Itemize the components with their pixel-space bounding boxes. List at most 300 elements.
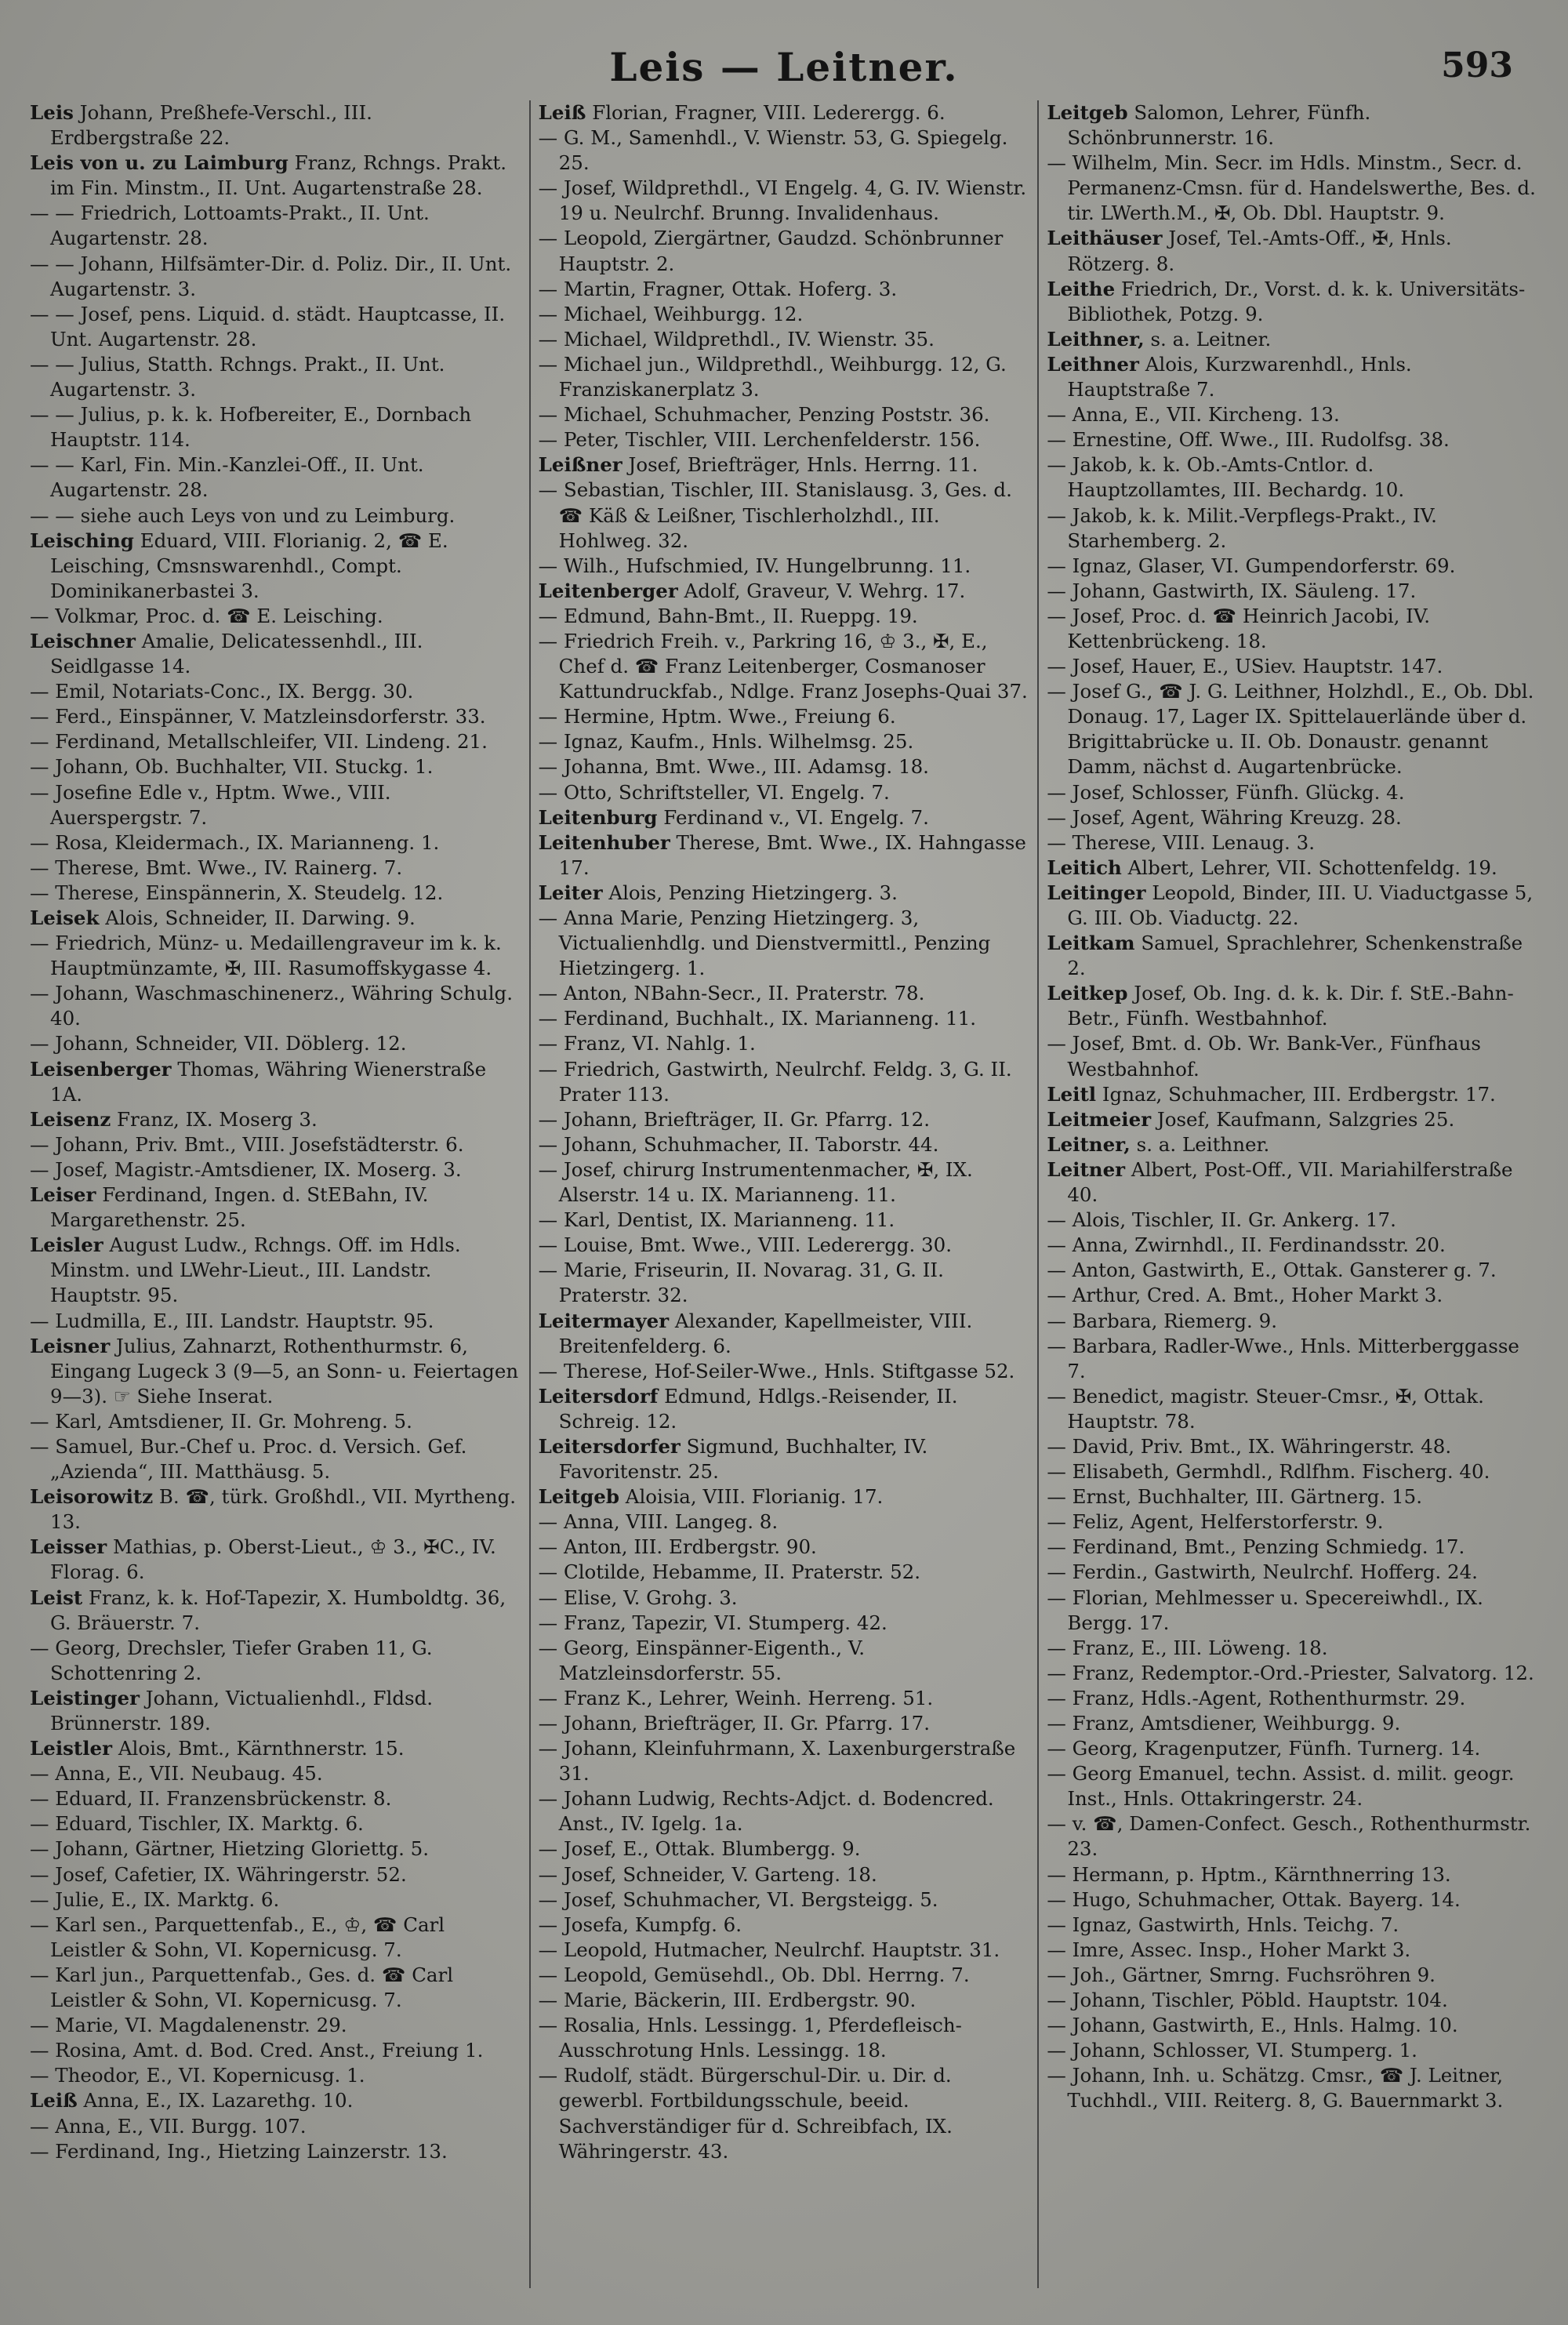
entry-details: — Ferdinand, Bmt., Penzing Schmiedg. 17. [1047, 1535, 1465, 1559]
entry-details: — Theodor, E., VI. Kopernicusg. 1. [30, 2064, 365, 2087]
directory-columns [22, 100, 1546, 2288]
directory-entry [1047, 226, 1538, 276]
entry-details: — Franz, E., III. Löweng. 18. [1047, 1636, 1328, 1659]
entry-details: — Johann, Schuhmacher, II. Taborstr. 44. [538, 1132, 939, 1156]
directory-entry [30, 1786, 521, 1811]
entry-details: — Wilh., Hufschmied, IV. Hungelbrunng. 11. [538, 554, 971, 577]
directory-entry [1047, 780, 1538, 805]
directory-entry [1047, 2063, 1538, 2113]
entry-details: — Johann, Gärtner, Hietzing Gloriettg. 5. [30, 1837, 430, 1861]
entry-details: — — Friedrich, Lottoamts-Prakt., II. Unt. Augartenstr. 28. [30, 202, 430, 250]
directory-entry [539, 1586, 1030, 1611]
directory-entry [30, 1862, 521, 1887]
entry-surname: Leithäuser [1047, 227, 1163, 250]
entry-details: — Sebastian, Tischler, III. Stanislausg. 3, Ges. d. ☎ Käß & Leißner, Tischlerholzhdl., III. Hohlweg. 32. [538, 478, 1012, 552]
entry-details: Josef, Ob. Ing. d. k. k. Dir. f. StE.-Bahn-Betr., Fünfh. Westbahnhof. [1067, 982, 1514, 1030]
directory-column-3 [1037, 100, 1546, 2288]
entry-details: — Therese, Bmt. Wwe., IV. Rainerg. 7. [30, 856, 403, 879]
entry-details: August Ludw., Rchngs. Off. im Hdls. Minstm. und LWehr-Lieut., III. Landstr. Hauptstr. 95. [50, 1233, 461, 1307]
entry-details: — Leopold, Gemüsehdl., Ob. Dbl. Herrng. 7. [538, 1963, 970, 1986]
entry-details: — Arthur, Cred. A. Bmt., Hoher Markt 3. [1047, 1284, 1443, 1307]
directory-entry [30, 1132, 521, 1157]
directory-entry [539, 1157, 1030, 1208]
entry-details: — Eduard, II. Franzensbrückenstr. 8. [30, 1787, 392, 1811]
entry-details: — Karl sen., Parquettenfab., E., ♔, ☎ Carl Leistler & Sohn, VI. Kopernicusg. 7. [30, 1913, 445, 1961]
entry-details: — Ferd., Einspänner, V. Matzleinsdorferstr. 33. [30, 705, 486, 728]
directory-entry [539, 554, 1030, 579]
entry-details: — Hugo, Schuhmacher, Ottak. Bayerg. 14. [1047, 1887, 1461, 1911]
entry-details: Alois, Bmt., Kärnthnerstr. 15. [112, 1737, 405, 1760]
entry-surname: Leisser [30, 1535, 107, 1559]
entry-details: — Marie, VI. Magdalenenstr. 29. [30, 2014, 347, 2037]
directory-entry [1047, 1233, 1538, 1258]
directory-entry [1047, 503, 1538, 554]
directory-entry [539, 302, 1030, 327]
directory-entry [30, 302, 521, 352]
directory-entry [30, 1761, 521, 1786]
directory-entry [30, 2114, 521, 2139]
entry-details: Josef, Kaufmann, Salzgries 25. [1151, 1107, 1455, 1131]
directory-entry [30, 1535, 521, 1585]
directory-entry [539, 981, 1030, 1006]
directory-entry [30, 754, 521, 779]
entry-details: — Josef, Magistr.-Amtsdiener, IX. Moserg. 3. [30, 1157, 462, 1181]
directory-entry [539, 629, 1030, 704]
entry-details: — Josef, Schlosser, Fünfh. Glückg. 4. [1047, 780, 1405, 804]
entry-details: — Karl, Amtsdiener, II. Gr. Mohreng. 5. [30, 1409, 412, 1433]
directory-entry [30, 1233, 521, 1308]
directory-entry [30, 881, 521, 906]
directory-entry [539, 277, 1030, 302]
entry-details: — Marie, Friseurin, II. Novarag. 31, G. II. Praterstr. 32. [538, 1259, 944, 1307]
directory-entry [1047, 100, 1538, 151]
entry-surname: Leisorowitz [30, 1485, 154, 1509]
entry-details: — Michael, Weihburgg. 12. [538, 302, 804, 325]
directory-entry [1047, 554, 1538, 579]
entry-details: — Volkmar, Proc. d. ☎ E. Leisching. [30, 604, 383, 627]
directory-entry [30, 604, 521, 629]
directory-entry [30, 1811, 521, 1836]
directory-entry [539, 1132, 1030, 1157]
entry-details: — Johann, Ob. Buchhalter, VII. Stuckg. 1. [30, 755, 434, 779]
entry-details: — Feliz, Agent, Helferstorferstr. 9. [1047, 1510, 1384, 1534]
directory-entry [30, 352, 521, 402]
directory-entry [1047, 1862, 1538, 1887]
directory-entry [30, 402, 521, 452]
entry-surname: Leitner, [1047, 1132, 1131, 1156]
directory-entry [30, 704, 521, 729]
entry-details: — Johann, Gastwirth, IX. Säuleng. 17. [1047, 579, 1417, 602]
directory-entry [30, 2088, 521, 2113]
entry-details: Albert, Lehrer, VII. Schottenfeldg. 19. [1121, 856, 1497, 879]
directory-entry [539, 579, 1030, 604]
directory-entry [1047, 151, 1538, 226]
entry-details: — Benedict, magistr. Steuer-Cmsr., ✠, Ottak. Hauptstr. 78. [1047, 1384, 1484, 1433]
directory-entry [1047, 981, 1538, 1031]
directory-entry [539, 1862, 1030, 1887]
directory-entry [1047, 1913, 1538, 1938]
directory-entry [30, 629, 521, 679]
entry-details: — Rosalia, Hnls. Lessingg. 1, Pferdefleisch-Ausschrotung Hnls. Lessingg. 18. [538, 2014, 962, 2062]
directory-entry [1047, 1560, 1538, 1585]
entry-details: — Johann, Gastwirth, E., Hnls. Halmg. 10. [1047, 2014, 1458, 2037]
entry-details: Franz, k. k. Hof-Tapezir, X. Humboldtg. 36, G. Bräuerstr. 7. [50, 1586, 506, 1634]
entry-details: — Michael jun., Wildprethdl., Weihburgg. 12, G. Franziskanerplatz 3. [538, 352, 1007, 401]
directory-entry [30, 1157, 521, 1182]
directory-entry [539, 1258, 1030, 1308]
directory-entry [1047, 604, 1538, 654]
page-number: 593 [1441, 45, 1513, 85]
entry-details: Ferdinand, Ingen. d. StEBahn, IV. Margarethenstr. 25. [50, 1183, 429, 1232]
entry-details: — Hermann, p. Hptm., Kärnthnerring 13. [1047, 1862, 1451, 1886]
entry-details: Alois, Schneider, II. Darwing. 9. [99, 906, 416, 929]
directory-entry [539, 1988, 1030, 2013]
directory-entry [539, 1963, 1030, 1988]
entry-surname: Leisenberger [30, 1057, 172, 1081]
entry-surname: Leitgeb [538, 1485, 619, 1509]
entry-details: — Franz K., Lehrer, Weinh. Herreng. 51. [538, 1686, 934, 1709]
directory-entry [1047, 2038, 1538, 2063]
entry-surname: Leist [30, 1586, 83, 1609]
directory-entry [539, 1611, 1030, 1636]
entry-details: — Johanna, Bmt. Wwe., III. Adamsg. 18. [538, 755, 929, 779]
directory-entry [539, 1057, 1030, 1107]
directory-entry [539, 427, 1030, 452]
entry-details: — Jakob, k. k. Milit.-Verpflegs-Prakt., IV. Starhemberg. 2. [1047, 503, 1437, 552]
entry-details: — Josef, Schuhmacher, VI. Bergsteigg. 5. [538, 1887, 938, 1911]
entry-surname: Leisenz [30, 1107, 111, 1131]
entry-surname: Leistler [30, 1737, 113, 1760]
entry-details: — Therese, Einspännerin, X. Steudelg. 12. [30, 881, 444, 904]
entry-details: — Ferdinand, Buchhalt., IX. Marianneng. 11. [538, 1007, 977, 1030]
directory-entry [539, 1484, 1030, 1509]
entry-details: — Eduard, Tischler, IX. Marktg. 6. [30, 1812, 364, 1836]
entry-details: Amalie, Delicatessenhdl., III. Seidlgasse 14. [50, 629, 423, 678]
entry-details: — Michael, Wildprethdl., IV. Wienstr. 35. [538, 327, 935, 351]
entry-details: — Therese, Hof-Seiler-Wwe., Hnls. Stiftgasse 52. [538, 1359, 1015, 1382]
entry-details: — Anna Marie, Penzing Hietzingerg. 3, Victualienhdlg. und Dienstvermittl., Penzing Hietzingerg. 1. [538, 906, 991, 980]
entry-surname: Leitgeb [1047, 101, 1128, 124]
entry-details: — Ignaz, Kaufm., Hnls. Wilhelmsg. 25. [538, 730, 914, 754]
directory-entry [30, 201, 521, 251]
entry-surname: Leitinger [1047, 881, 1146, 904]
entry-details: — Elise, V. Grohg. 3. [538, 1586, 738, 1609]
entry-details: — Karl jun., Parquettenfab., Ges. d. ☎ Carl Leistler & Sohn, VI. Kopernicusg. 7. [30, 1963, 454, 2012]
entry-details: — Samuel, Bur.-Chef u. Proc. d. Versich. Gef. „Azienda“, III. Matthäusg. 5. [30, 1434, 467, 1484]
directory-entry [539, 780, 1030, 805]
directory-entry [30, 1686, 521, 1736]
entry-surname: Leitersdorf [538, 1384, 659, 1408]
entry-surname: Leithner, [1047, 327, 1145, 351]
directory-entry [1047, 1988, 1538, 2013]
entry-details: — Wilhelm, Min. Secr. im Hdls. Minstm., Secr. d. Permanenz-Cmsn. für d. Handelswerthe, Bes. d. tir. LWerth.M., ✠, Ob. Dbl. Hauptstr. 9. [1047, 151, 1536, 225]
entry-details: — Josef, Cafetier, IX. Währingerstr. 52. [30, 1862, 407, 1886]
directory-entry [1047, 1031, 1538, 1081]
entry-details: Thomas, Währing Wienerstraße 1A. [50, 1057, 487, 1106]
directory-entry [539, 1359, 1030, 1384]
entry-details: Mathias, p. Oberst-Lieut., ♔ 3., ✠C., IV. Florag. 6. [50, 1535, 496, 1584]
directory-entry [1047, 1484, 1538, 1509]
directory-entry [1047, 1309, 1538, 1334]
directory-entry [30, 906, 521, 931]
directory-entry [539, 729, 1030, 754]
entry-details: — Friedrich Freih. v., Parkring 16, ♔ 3., ✠, E., Chef d. ☎ Franz Leitenberger, Cosmanoser Kattundruckfab., Ndlge. Franz Josephs-Quai 37. [538, 629, 1028, 703]
directory-entry [30, 2139, 521, 2164]
directory-entry [1047, 1887, 1538, 1913]
entry-details: — Leopold, Ziergärtner, Gaudzd. Schönbrunner Hauptstr. 2. [538, 227, 1004, 275]
entry-details: — Karl, Dentist, IX. Marianneng. 11. [538, 1208, 895, 1232]
directory-entry [1047, 277, 1538, 327]
entry-details: — Peter, Tischler, VIII. Lerchenfelderstr. 156. [538, 428, 981, 452]
directory-entry [30, 1182, 521, 1233]
entry-surname: Leithe [1047, 277, 1116, 300]
entry-surname: Leiser [30, 1183, 96, 1207]
entry-surname: Leitl [1047, 1082, 1097, 1106]
page-header [0, 39, 1568, 102]
entry-details: — Josefa, Kumpfg. 6. [538, 1913, 742, 1936]
entry-details: — Friedrich, Gastwirth, Neulrchf. Feldg. 3, G. II. Prater 113. [538, 1057, 1012, 1106]
entry-details: — Johann, Waschmaschinenerz., Währing Schulg. 40. [30, 982, 514, 1030]
page-title: Leis — Leitner. [609, 44, 959, 90]
entry-details: — David, Priv. Bmt., IX. Währingerstr. 48. [1047, 1434, 1452, 1458]
entry-details: Franz, Rchngs. Prakt. im Fin. Minstm., II. Unt. Augartenstraße 28. [50, 151, 507, 200]
entry-details: Ignaz, Schuhmacher, III. Erdbergstr. 17. [1096, 1082, 1496, 1106]
entry-surname: Leis von u. zu Laimburg [30, 151, 289, 175]
entry-surname: Leiter [538, 881, 603, 904]
entry-details: — Franz, Tapezir, VI. Stumperg. 42. [538, 1611, 887, 1634]
directory-entry [539, 1384, 1030, 1434]
directory-entry [539, 1736, 1030, 1786]
entry-details: — Anton, NBahn-Secr., II. Praterstr. 78. [538, 982, 925, 1005]
entry-details: — Josefine Edle v., Hptm. Wwe., VIII. Auerspergstr. 7. [30, 780, 391, 829]
directory-entry [1047, 1157, 1538, 1208]
entry-details: — Edmund, Bahn-Bmt., II. Rueppg. 19. [538, 604, 918, 627]
entry-details: — Josef, Wildprethdl., VI Engelg. 4, G. IV. Wienstr. 19 u. Neulrchf. Brunng. Invalidenhaus. [538, 176, 1027, 225]
directory-entry [539, 478, 1030, 553]
directory-entry [1047, 1811, 1538, 1862]
entry-details: Florian, Fragner, VIII. Lederergg. 6. [586, 101, 946, 124]
directory-entry [30, 856, 521, 881]
directory-entry [1047, 1334, 1538, 1384]
directory-entry [30, 503, 521, 529]
directory-entry [539, 1107, 1030, 1132]
directory-entry [30, 679, 521, 704]
directory-entry [1047, 1283, 1538, 1308]
entry-details: — Julie, E., IX. Marktg. 6. [30, 1887, 280, 1911]
entry-details: — Ignaz, Glaser, VI. Gumpendorferstr. 69. [1047, 554, 1456, 577]
entry-details: s. a. Leitner. [1144, 327, 1272, 351]
entry-details: — Johann, Kleinfuhrmann, X. Laxenburgerstraße 31. [538, 1737, 1016, 1786]
directory-entry [539, 830, 1030, 881]
entry-surname: Leis [30, 101, 74, 124]
entry-details: Franz, IX. Moserg 3. [111, 1107, 318, 1131]
entry-details: — Josef, Bmt. d. Ob. Wr. Bank-Ver., Fünfhaus Westbahnhof. [1047, 1032, 1481, 1081]
entry-details: — Georg, Drechsler, Tiefer Graben 11, G. Schottenring 2. [30, 1636, 433, 1684]
directory-entry [539, 352, 1030, 402]
entry-surname: Leitenburg [538, 805, 658, 829]
directory-entry [1047, 1761, 1538, 1811]
directory-entry [30, 1409, 521, 1434]
entry-details: — Johann Ludwig, Rechts-Adjct. d. Bodencred. Anst., IV. Igelg. 1a. [538, 1787, 994, 1836]
entry-surname: Leistinger [30, 1686, 140, 1709]
entry-details: — Johann, Briefträger, II. Gr. Pfarrg. 17. [538, 1712, 931, 1735]
directory-entry [539, 805, 1030, 830]
directory-entry [539, 1560, 1030, 1585]
entry-details: Edmund, Hdlgs.-Reisender, II. Schreig. 12. [558, 1384, 958, 1433]
entry-details: Aloisia, VIII. Florianig. 17. [619, 1485, 884, 1509]
entry-surname: Leisler [30, 1233, 103, 1257]
entry-surname: Leitkep [1047, 982, 1128, 1005]
entry-details: — Georg Emanuel, techn. Assist. d. milit. geogr. Inst., Hnls. Ottakringerstr. 24. [1047, 1762, 1515, 1811]
entry-details: — Emil, Notariats-Conc., IX. Bergg. 30. [30, 680, 414, 703]
directory-entry [1047, 1736, 1538, 1761]
directory-entry [1047, 427, 1538, 452]
entry-surname: Leitenhuber [538, 830, 670, 854]
directory-entry [539, 1711, 1030, 1736]
directory-entry [1047, 1586, 1538, 1636]
entry-details: — Franz, VI. Nahlg. 1. [538, 1032, 756, 1055]
directory-entry [30, 1636, 521, 1686]
entry-details: — Johann, Briefträger, II. Gr. Pfarrg. 12. [538, 1107, 931, 1131]
entry-details: Friedrich, Dr., Vorst. d. k. k. Universitäts-Bibliothek, Potzg. 9. [1067, 277, 1526, 325]
directory-entry [1047, 1661, 1538, 1686]
directory-entry [539, 881, 1030, 906]
directory-entry [30, 100, 521, 151]
entry-details: Anna, E., IX. Lazarethg. 10. [77, 2089, 354, 2112]
directory-entry [539, 2013, 1030, 2063]
entry-details: Alois, Kurzwarenhdl., Hnls. Hauptstraße 7. [1067, 352, 1412, 401]
entry-details: Ferdinand v., VI. Engelg. 7. [657, 805, 929, 829]
directory-entry [539, 1836, 1030, 1862]
directory-entry [1047, 679, 1538, 779]
entry-details: — Josef, Agent, Währing Kreuzg. 28. [1047, 805, 1402, 829]
entry-details: — Georg, Kragenputzer, Fünfh. Turnerg. 14. [1047, 1737, 1481, 1760]
directory-entry [1047, 654, 1538, 679]
entry-details: Sigmund, Buchhalter, IV. Favoritenstr. 25. [558, 1434, 928, 1484]
directory-entry [1047, 1535, 1538, 1560]
entry-details: Adolf, Graveur, V. Wehrg. 17. [677, 579, 966, 602]
entry-details: — Georg, Einspänner-Eigenth., V. Matzleinsdorferstr. 55. [538, 1636, 866, 1684]
entry-details: — Anna, E., VII. Neubaug. 45. [30, 1762, 323, 1786]
entry-details: — Ludmilla, E., III. Landstr. Hauptstr. 95. [30, 1309, 434, 1332]
entry-details: — G. M., Samenhdl., V. Wienstr. 53, G. Spiegelg. 25. [538, 126, 1008, 175]
directory-entry [30, 2038, 521, 2063]
entry-details: — Otto, Schriftsteller, VI. Engelg. 7. [538, 780, 890, 804]
directory-entry [539, 327, 1030, 352]
entry-details: Eduard, VIII. Florianig. 2, ☎ E. Leisching, Cmsnswarenhdl., Compt. Dominikanerbastei 3. [50, 529, 448, 602]
directory-entry [1047, 1509, 1538, 1535]
directory-entry [30, 2063, 521, 2088]
directory-entry [539, 1006, 1030, 1031]
entry-details: — Ferdinand, Ing., Hietzing Lainzerstr. 13. [30, 2139, 448, 2163]
entry-details: — Johann, Tischler, Pöbld. Hauptstr. 104. [1047, 1989, 1448, 2012]
entry-surname: Leitmeier [1047, 1107, 1152, 1131]
directory-entry [30, 1484, 521, 1535]
directory-entry [539, 452, 1030, 478]
entry-details: — Ferdinand, Metallschleifer, VII. Lindeng. 21. [30, 730, 488, 754]
directory-entry [30, 1107, 521, 1132]
entry-details: — Barbara, Riemerg. 9. [1047, 1309, 1277, 1332]
directory-entry [30, 2013, 521, 2038]
entry-details: — Anna, VIII. Langeg. 8. [538, 1510, 779, 1534]
entry-details: — Ferdin., Gastwirth, Neulrchf. Hofferg. 24. [1047, 1560, 1478, 1584]
directory-entry [1047, 805, 1538, 830]
entry-details: s. a. Leithner. [1130, 1132, 1270, 1156]
directory-column-2 [529, 100, 1038, 2288]
directory-entry [1047, 1107, 1538, 1132]
directory-entry [539, 1938, 1030, 1963]
entry-surname: Leisek [30, 906, 100, 929]
entry-details: — — Karl, Fin. Min.-Kanzlei-Off., II. Unt. Augartenstr. 28. [30, 453, 424, 502]
directory-entry [539, 604, 1030, 629]
directory-entry [30, 1913, 521, 1963]
directory-entry [539, 1686, 1030, 1711]
entry-details: — — Julius, p. k. k. Hofbereiter, E., Dornbach Hauptstr. 114. [30, 403, 472, 452]
directory-entry [539, 1434, 1030, 1484]
directory-entry [539, 704, 1030, 729]
directory-entry [1047, 1459, 1538, 1484]
entry-details: — Anna, E., VII. Kircheng. 13. [1047, 403, 1340, 427]
entry-details: — Elisabeth, Germhdl., Rdlfhm. Fischerg. 40. [1047, 1460, 1490, 1484]
entry-details: — Rudolf, städt. Bürgerschul-Dir. u. Dir. d. gewerbl. Fortbildungsschule, beeid. Sachverständiger für d. Schreibfach, IX. Währingerstr. 43. [538, 2064, 953, 2163]
entry-details: — Martin, Fragner, Ottak. Hoferg. 3. [538, 277, 898, 300]
directory-entry [1047, 931, 1538, 981]
entry-details: Leopold, Binder, III. U. Viaductgasse 5, G. III. Ob. Viaductg. 22. [1067, 881, 1534, 929]
entry-details: — Rosa, Kleidermach., IX. Marianneng. 1. [30, 830, 440, 854]
entry-details: — Johann, Schneider, VII. Döblerg. 12. [30, 1032, 407, 1055]
entry-details: — Josef, Proc. d. ☎ Heinrich Jacobi, IV. Kettenbrückeng. 18. [1047, 604, 1431, 652]
entry-details: Josef, Briefträger, Hnls. Herrng. 11. [622, 453, 978, 477]
directory-entry [1047, 1938, 1538, 1963]
directory-entry [539, 1535, 1030, 1560]
entry-details: Alexander, Kapellmeister, VIII. Breitenfelderg. 6. [558, 1309, 973, 1357]
entry-details: — Anna, Zwirnhdl., II. Ferdinandsstr. 20. [1047, 1233, 1446, 1257]
directory-entry [539, 1233, 1030, 1258]
directory-entry [539, 1509, 1030, 1535]
directory-entry [30, 1586, 521, 1636]
entry-details: — Johann, Priv. Bmt., VIII. Josefstädterstr. 6. [30, 1132, 464, 1156]
directory-entry [30, 151, 521, 201]
directory-entry [30, 1887, 521, 1913]
entry-details: — Rosina, Amt. d. Bod. Cred. Anst., Freiung 1. [30, 2039, 484, 2062]
directory-entry [1047, 1384, 1538, 1434]
directory-entry [539, 2063, 1030, 2163]
directory-entry [1047, 327, 1538, 352]
entry-details: — — Johann, Hilfsämter-Dir. d. Poliz. Dir., II. Unt. Augartenstr. 3. [30, 252, 512, 300]
entry-details: Therese, Bmt. Wwe., IX. Hahngasse 17. [558, 830, 1026, 879]
entry-details: Albert, Post-Off., VII. Mariahilferstraße 40. [1067, 1157, 1513, 1207]
entry-details: — Johann, Schlosser, VI. Stumperg. 1. [1047, 2039, 1417, 2062]
directory-entry [30, 1031, 521, 1056]
directory-entry [1047, 1208, 1538, 1233]
entry-details: — Franz, Amtsdiener, Weihburgg. 9. [1047, 1712, 1401, 1735]
entry-details: — Anton, Gastwirth, E., Ottak. Gansterer g. 7. [1047, 1259, 1497, 1282]
entry-details: — Josef, Hauer, E., USiev. Hauptstr. 147. [1047, 655, 1443, 678]
entry-details: — Michael, Schuhmacher, Penzing Poststr. 36. [538, 403, 990, 427]
directory-entry [30, 529, 521, 604]
directory-entry [30, 252, 521, 302]
entry-details: — Louise, Bmt. Wwe., VIII. Lederergg. 30. [538, 1233, 952, 1257]
entry-details: — Marie, Bäckerin, III. Erdbergstr. 90. [538, 1989, 916, 2012]
entry-details: — — siehe auch Leys von und zu Leimburg. [30, 503, 456, 527]
entry-details: — Franz, Redemptor.-Ord.-Priester, Salvatorg. 12. [1047, 1661, 1534, 1684]
directory-entry [1047, 856, 1538, 881]
directory-entry [539, 1887, 1030, 1913]
directory-entry [30, 1309, 521, 1334]
entry-details: — Leopold, Hutmacher, Neulrchf. Hauptstr. 31. [538, 1938, 1000, 1961]
directory-entry [30, 1434, 521, 1484]
directory-entry [1047, 1258, 1538, 1283]
